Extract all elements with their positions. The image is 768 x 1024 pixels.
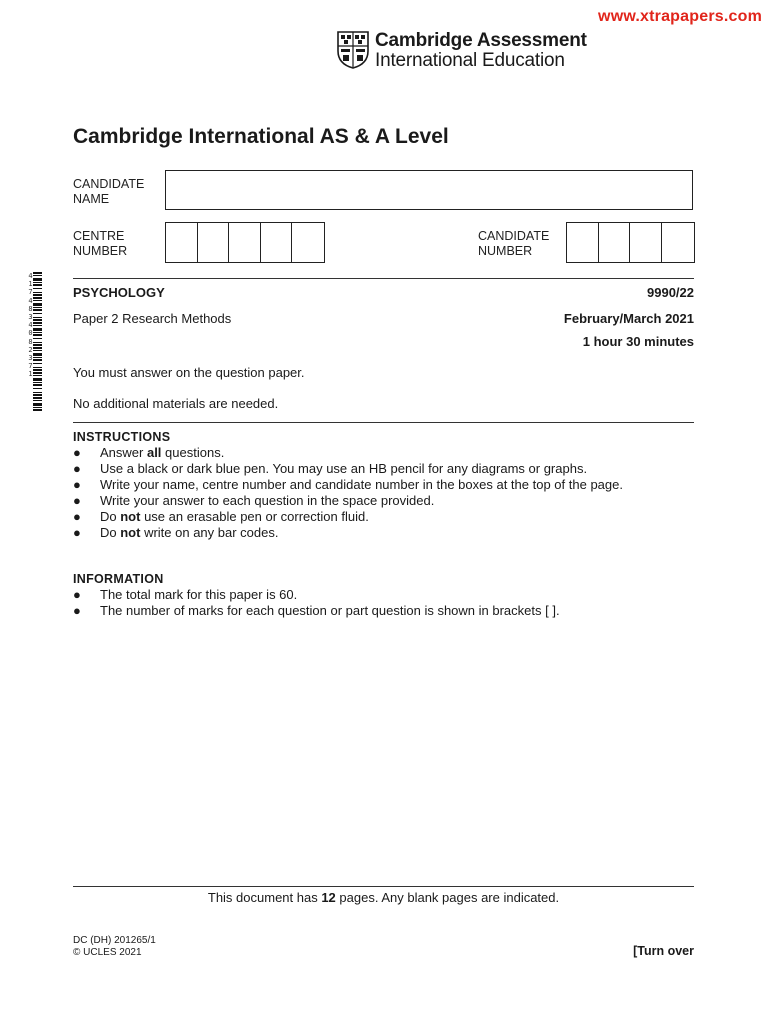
- bullet-icon: ●: [73, 493, 81, 508]
- candidate-number-digit-box[interactable]: [599, 223, 631, 262]
- information-item: ● The total mark for this paper is 60.: [73, 587, 298, 602]
- barcode-digit: 8: [28, 304, 33, 313]
- barcode-digit: 4: [28, 272, 33, 280]
- candidate-name-field[interactable]: [165, 170, 693, 210]
- information-item: ● The number of marks for each question or part question is shown in brackets [ ].: [73, 603, 560, 618]
- barcode-digit: 3: [28, 354, 33, 363]
- paper-title: Paper 2 Research Methods: [73, 311, 232, 326]
- candidate-number-label: CANDIDATE NUMBER: [478, 229, 550, 258]
- paper-code: 9990/22: [647, 285, 694, 300]
- barcode-bars: [33, 272, 42, 412]
- instruction-item: ● Do not use an erasable pen or correction fluid.: [73, 509, 369, 524]
- page-count-note: This document has 12 pages. Any blank pages are indicated.: [207, 890, 560, 905]
- materials-notice: No additional materials are needed.: [73, 396, 279, 411]
- barcode-digit: 0: [28, 329, 33, 338]
- candidate-number-digit-box[interactable]: [630, 223, 662, 262]
- centre-number-digit-box[interactable]: [229, 223, 261, 262]
- centre-number-digit-box[interactable]: [292, 223, 324, 262]
- watermark-link[interactable]: www.xtrapapers.com: [598, 8, 762, 25]
- exam-session: February/March 2021: [563, 311, 694, 326]
- divider: [73, 886, 694, 887]
- centre-number-digit-box[interactable]: [166, 223, 198, 262]
- bullet-icon: ●: [73, 509, 81, 524]
- subject-name: PSYCHOLOGY: [73, 285, 165, 300]
- information-heading: INFORMATION: [73, 572, 164, 586]
- instruction-item: ● Use a black or dark blue pen. You may use an HB pencil for any diagrams or graphs.: [73, 461, 588, 476]
- divider: [73, 278, 694, 279]
- barcode-digit: 1: [28, 280, 33, 289]
- qualification-title: Cambridge International AS & A Level: [73, 125, 449, 148]
- instruction-item: ● Answer all questions.: [73, 445, 225, 460]
- turn-over-label: [Turn over: [633, 944, 694, 958]
- candidate-number-digit-box[interactable]: [567, 223, 599, 262]
- instruction-item: ● Write your answer to each question in the space provided.: [73, 493, 435, 508]
- bullet-icon: ●: [73, 461, 81, 476]
- barcode-digit: 8: [28, 337, 33, 346]
- document-code: DC (DH) 201265/1: [73, 935, 156, 946]
- barcode-digit: 1: [28, 370, 33, 379]
- bullet-icon: ●: [73, 477, 81, 492]
- centre-number-digit-box[interactable]: [261, 223, 293, 262]
- candidate-number-field[interactable]: [566, 222, 695, 263]
- barcode-digit: 4: [28, 321, 33, 330]
- instructions-heading: INSTRUCTIONS: [73, 430, 171, 444]
- copyright: © UCLES 2021: [73, 947, 142, 958]
- instructions-list: [73, 445, 623, 541]
- candidate-number-digit-box[interactable]: [662, 223, 694, 262]
- cambridge-logo: [337, 30, 587, 72]
- centre-number-field[interactable]: [165, 222, 325, 263]
- barcode-digit: 7: [28, 362, 33, 371]
- centre-number-label: CENTRE NUMBER: [73, 229, 128, 258]
- bullet-icon: ●: [73, 587, 81, 602]
- barcode-digit: 2: [28, 345, 33, 354]
- instruction-item: ● Do not write on any bar codes.: [73, 525, 279, 540]
- divider: [73, 422, 694, 423]
- exam-duration: 1 hour 30 minutes: [582, 334, 694, 349]
- brand-line-1: Cambridge Assessment: [375, 30, 587, 51]
- centre-number-digit-box[interactable]: [198, 223, 230, 262]
- barcode-digit: 4: [28, 296, 33, 305]
- bullet-icon: ●: [73, 603, 81, 618]
- instruction-item: ● Write your name, centre number and candidate number in the boxes at the top of the page.: [73, 477, 623, 492]
- barcode-digit: 7: [28, 288, 33, 297]
- candidate-name-label: CANDIDATE NAME: [73, 177, 145, 206]
- answer-notice: You must answer on the question paper.: [73, 365, 305, 380]
- crest-icon: [337, 31, 369, 69]
- brand-line-2: International Education: [375, 50, 565, 71]
- information-list: [73, 587, 560, 619]
- barcode: [28, 272, 42, 412]
- bullet-icon: ●: [73, 525, 81, 540]
- barcode-digit: 3: [28, 313, 33, 322]
- bullet-icon: ●: [73, 445, 81, 460]
